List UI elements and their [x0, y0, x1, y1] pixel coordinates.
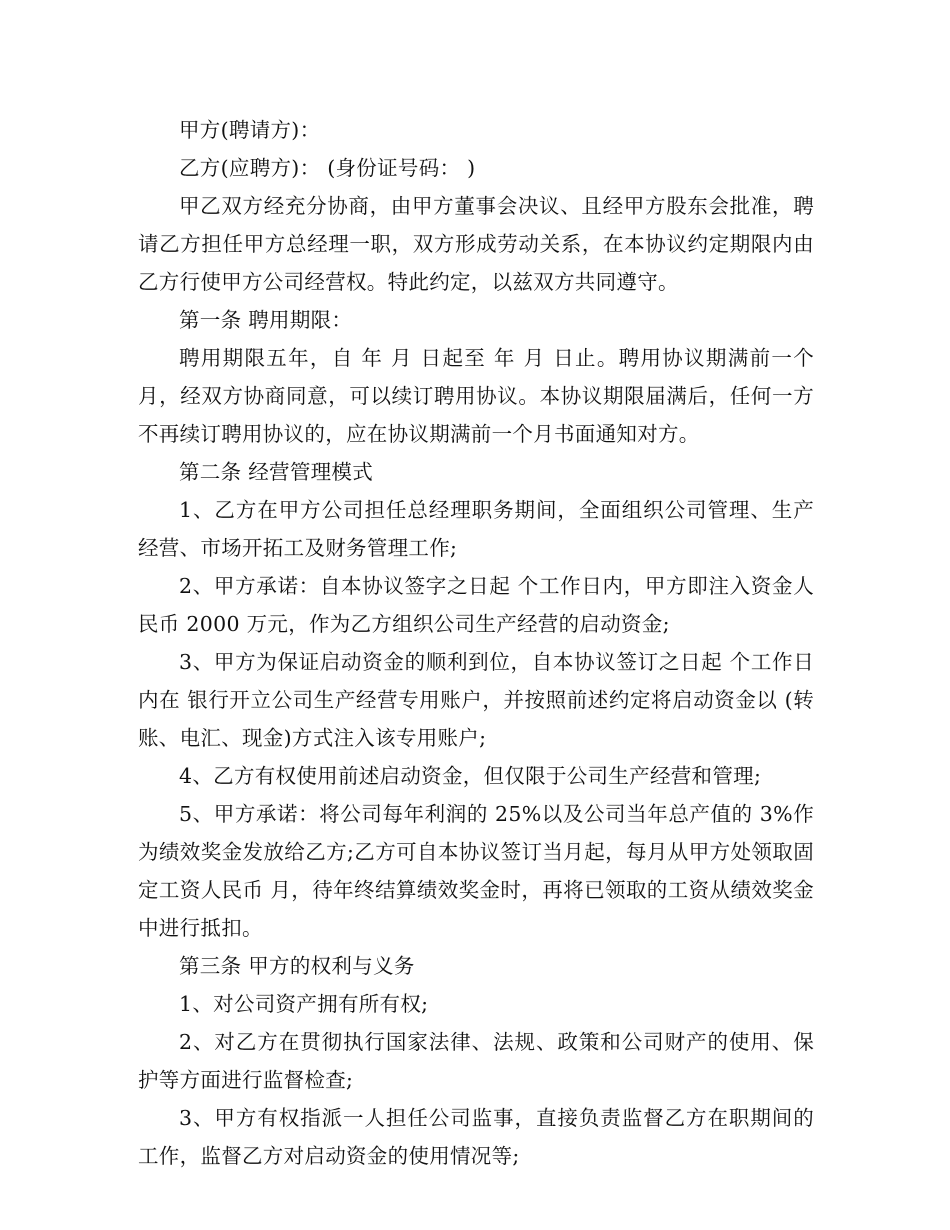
- article-3-item-2: 2、对乙方在贯彻执行国家法律、法规、政策和公司财产的使用、保护等方面进行监督检查;: [138, 1030, 814, 1092]
- article-2-item-3: 3、甲方为保证启动资金的顺利到位，自本协议签订之日起 个工作日内在 银行开立公司生产经营专用账户，并按照前述约定将启动资金以 (转账、电汇、现金)方式注入该专用账户;: [138, 650, 814, 750]
- article-2-item-4: 4、乙方有权使用前述启动资金，但仅限于公司生产经营和管理;: [179, 764, 762, 788]
- document-body: [138, 111, 814, 1175]
- article-3-item-1: 1、对公司资产拥有所有权;: [179, 992, 429, 1016]
- article-3-item-3: 3、甲方有权指派一人担任公司监事，直接负责监督乙方在职期间的工作，监督乙方对启动资金的使用情况等;: [138, 1106, 814, 1168]
- article-1-paragraph: 聘用期限五年，自 年 月 日起至 年 月 日止。聘用协议期满前一个月，经双方协商同意，可以续订聘用协议。本协议期限届满后，任何一方不再续订聘用协议的，应在协议期满前一个月书面通知对方。: [138, 346, 814, 446]
- preamble-paragraph: 甲乙双方经充分协商，由甲方董事会决议、且经甲方股东会批准，聘请乙方担任甲方总经理一职，双方形成劳动关系，在本协议约定期限内由乙方行使甲方公司经营权。特此约定，以兹双方共同遵守。: [138, 194, 814, 294]
- article-2-heading: 第二条 经营管理模式: [179, 460, 374, 484]
- party-b-line: 乙方(应聘方)： (身份证号码： ): [179, 156, 476, 180]
- article-2-item-2: 2、甲方承诺：自本协议签字之日起 个工作日内，甲方即注入资金人民币 2000 万元，作为乙方组织公司生产经营的启动资金;: [138, 574, 814, 636]
- article-2-item-1: 1、乙方在甲方公司担任总经理职务期间，全面组织公司管理、生产经营、市场开拓工及财务管理工作;: [138, 498, 814, 560]
- party-a-line: 甲方(聘请方)：: [179, 118, 321, 142]
- article-3-heading: 第三条 甲方的权利与义务: [179, 954, 415, 978]
- article-2-item-5: 5、甲方承诺：将公司每年利润的 25%以及公司当年总产值的 3%作为绩效奖金发放给乙方;乙方可自本协议签订当月起，每月从甲方处领取固定工资人民币 月，待年终结算绩效奖金时，再将已领取的工资从绩效奖金中进行抵扣。: [138, 802, 814, 940]
- article-1-heading: 第一条 聘用期限：: [179, 308, 353, 332]
